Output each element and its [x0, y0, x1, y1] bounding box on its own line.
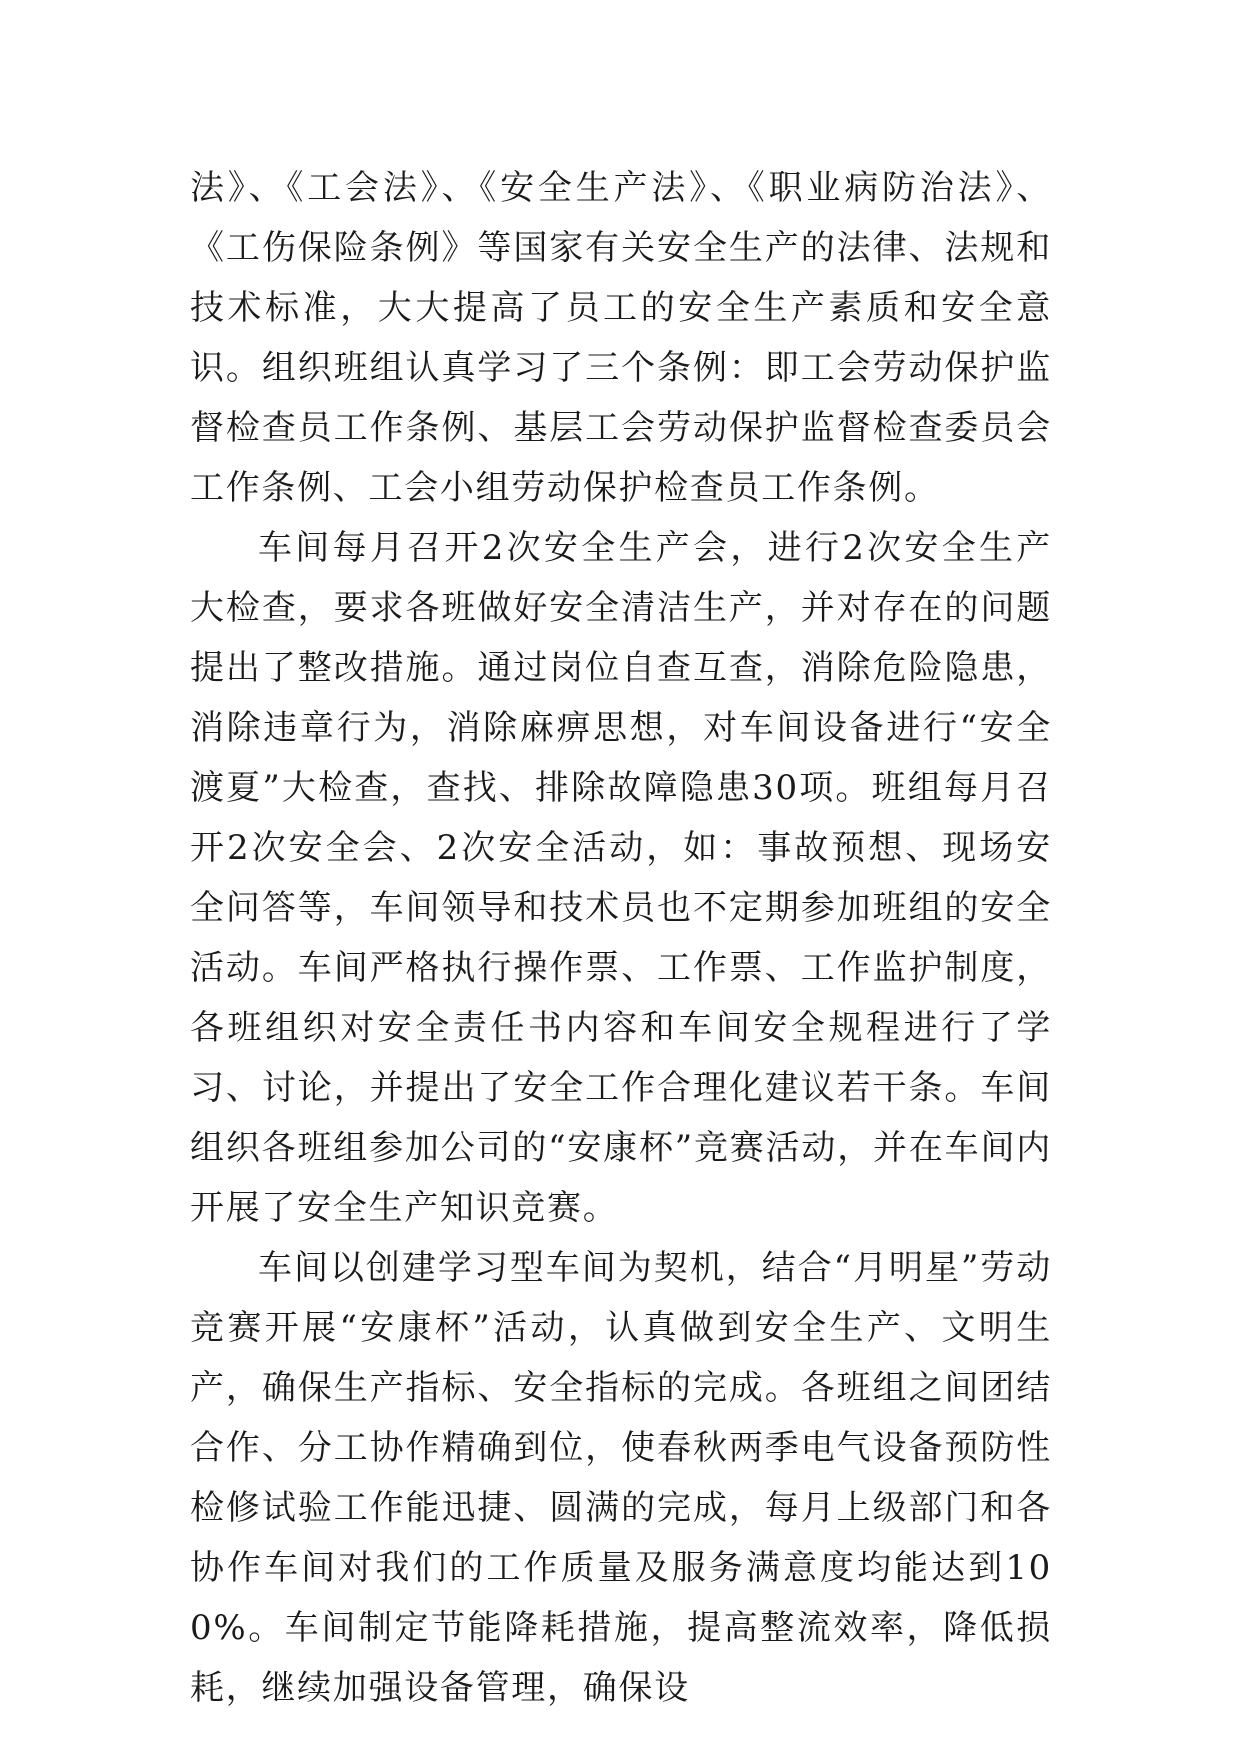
body-text — [190, 158, 1052, 1718]
paragraph-3: 车间以创建学习型车间为契机，结合“月明星”劳动竞赛开展“安康杯”活动，认真做到安全生产、文明生产，确保生产指标、安全指标的完成。各班组之间团结合作、分工协作精确到位，使春秋两季电气设备预防性检修试验工作能迅捷、圆满的完成，每月上级部门和各协作车间对我们的工作质量及服务满意度均能达到100%。车间制定节能降耗措施，提高整流效率，降低损耗，继续加强设备管理，确保设 — [190, 1248, 1052, 1708]
paragraph-1: 法》、《工会法》、《安全生产法》、《职业病防治法》、《工伤保险条例》等国家有关安全生产的法律、法规和技术标准，大大提高了员工的安全生产素质和安全意识。组织班组认真学习了三个条例：即工会劳动保护监督检查员工作条例、基层工会劳动保护监督检查委员会工作条例、工会小组劳动保护检查员工作条例。 — [190, 168, 1052, 508]
paragraph-2: 车间每月召开2次安全生产会，进行2次安全生产大检查，要求各班做好安全清洁生产，并对存在的问题提出了整改措施。通过岗位自查互查，消除危险隐患，消除违章行为，消除麻痹思想，对车间设备进行“安全渡夏”大检查，查找、排除故障隐患30项。班组每月召开2次安全会、2次安全活动，如：事故预想、现场安全问答等，车间领导和技术员也不定期参加班组的安全活动。车间严格执行操作票、工作票、工作监护制度，各班组织对安全责任书内容和车间安全规程进行了学习、讨论，并提出了安全工作合理化建议若干条。车间组织各班组参加公司的“安康杯”竞赛活动，并在车间内开展了安全生产知识竞赛。 — [190, 528, 1052, 1228]
